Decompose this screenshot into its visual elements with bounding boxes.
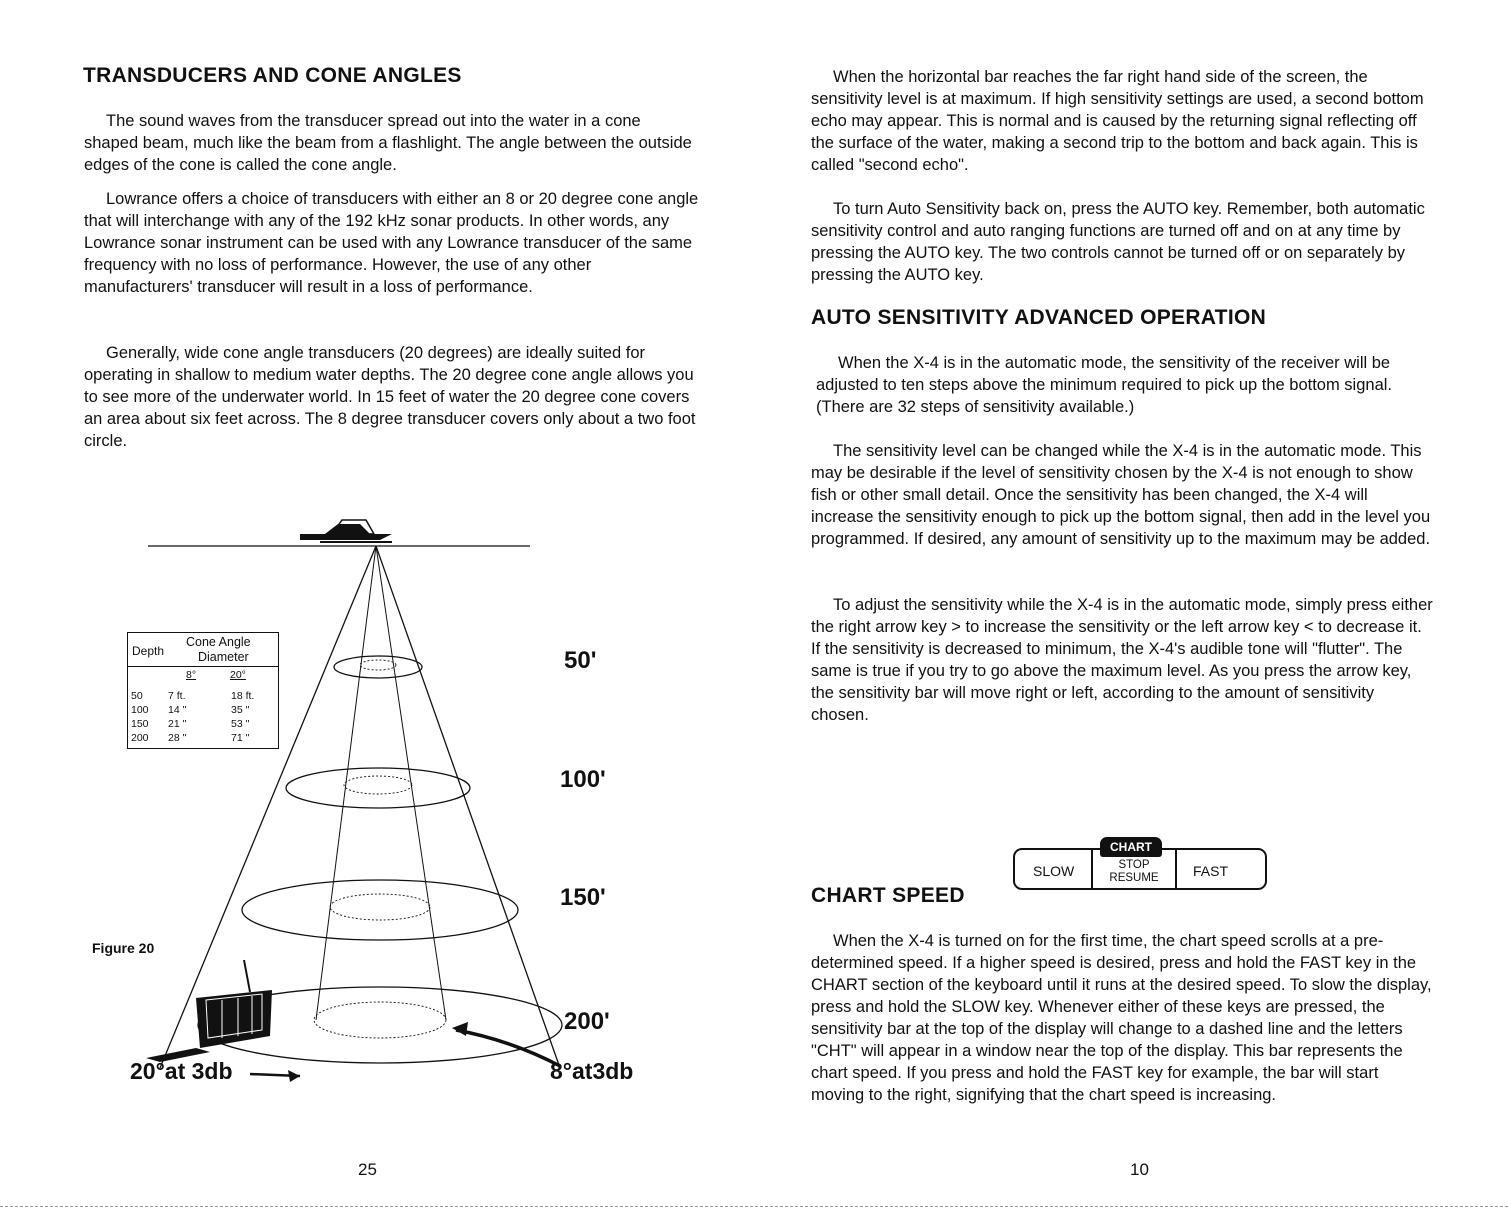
table-cell-8deg: 28 " [168, 732, 187, 744]
angle-label-20deg: 20°at 3db [130, 1058, 233, 1084]
paragraph-automatic-mode: When the X-4 is in the automatic mode, the sensitivity of the receiver will be adjusted to ten steps above the minimum required to pick up the bottom signal. (There are 32 steps of sensitivity available.) [816, 354, 1392, 416]
fast-key: FAST [1193, 863, 1229, 879]
table-cell-8deg: 21 " [168, 718, 187, 730]
table-subheader-8deg: 8° [186, 669, 197, 681]
angle-label-8deg: 8°at3db [550, 1058, 634, 1084]
section-heading-transducers: TRANSDUCERS AND CONE ANGLES [83, 64, 462, 87]
table-cell-depth: 200 [131, 732, 149, 744]
paragraph-horizontal-bar: When the horizontal bar reaches the far right hand side of the screen, the sensitivity level is at maximum. If high sensitivity settings are used, a second bottom echo may appear. This is normal and is caused by the returning signal reflecting off the surface of the water, making a second trip to the bottom and back again. This is called "second echo". [811, 68, 1424, 174]
slow-key: SLOW [1033, 863, 1075, 879]
page-bottom-rule [0, 1206, 1508, 1207]
paragraph-sensitivity-level: The sensitivity level can be changed while the X-4 is in the automatic mode. This may be desirable if the level of sensitivity chosen by the X-4 is not enough to show fish or other small detail. Once the sensitivity has been changed, the X-4 will increase the sensitivity enough to pick up the bottom signal, then add in the level you programmed. If desired, any amount of sensitivity up to the maximum may be added. [811, 442, 1431, 548]
depth-label-100: 100' [560, 766, 606, 793]
table-cell-depth: 150 [131, 718, 149, 730]
narrow-cone-ring-50 [360, 660, 396, 670]
table-cell-depth: 100 [131, 704, 149, 716]
paragraph-sound-waves: The sound waves from the transducer spread out into the water in a cone shaped beam, much like the beam from a flashlight. The angle between the outside edges of the cone is called the cone angle. [84, 112, 692, 174]
table-cell-depth: 50 [131, 690, 143, 702]
wide-cone-ring-50 [334, 656, 422, 678]
depth-label-150: 150' [560, 884, 606, 911]
table-cell-8deg: 14 " [168, 704, 187, 716]
resume-key-label: RESUME [1109, 872, 1159, 884]
page-number-left: 25 [358, 1160, 377, 1179]
wide-cone-ring-150 [242, 880, 518, 940]
section-heading-auto-sensitivity: AUTO SENSITIVITY ADVANCED OPERATION [811, 306, 1267, 329]
table-cell-8deg: 7 ft. [168, 690, 186, 702]
surface-boat-icon [300, 520, 392, 542]
table-row [131, 704, 276, 716]
table-header-diameter: Diameter [198, 650, 249, 664]
cone-angle-figure [0, 500, 754, 1120]
sunken-boat-icon [146, 960, 272, 1062]
table-cell-20deg: 71 " [231, 732, 250, 744]
section-heading-chart-speed: CHART SPEED [811, 884, 965, 907]
stop-key-label: STOP [1118, 859, 1150, 871]
paragraph-adjust-sensitivity: To adjust the sensitivity while the X-4 is in the automatic mode, simply press either the right arrow key > to increase the sensitivity or the left arrow key < to decrease it. If the sensitivity is decreased to minimum, the X-4's audible tone will "flutter". The same is true if you try to go above the maximum level. As you press the arrow key, the sensitivity bar will move right or left, according to the amount of sensitivity chosen. [811, 596, 1433, 724]
page-number-right: 10 [1130, 1160, 1149, 1179]
table-row [131, 732, 276, 744]
narrow-cone-ring-100 [344, 776, 412, 794]
table-cell-20deg: 18 ft. [231, 690, 255, 702]
narrow-angle-arrow [456, 1030, 560, 1066]
right-page [754, 0, 1508, 1222]
narrow-cone-ring-150 [330, 894, 430, 920]
table-header-depth: Depth [132, 644, 165, 658]
paragraph-wide-cone: Generally, wide cone angle transducers (20 degrees) are ideally suited for operating in shallow to medium water depths. The 20 degree cone angle allows you to see more of the underwater world. In 15 feet of water the 20 degree cone covers an area about six feet across. The 8 degree transducer covers only about a two foot circle. [84, 344, 696, 450]
depth-label-50: 50' [564, 647, 597, 674]
narrow-cone-ring-200 [314, 1002, 446, 1038]
paragraph-lowrance-choice: Lowrance offers a choice of transducers with either an 8 or 20 degree cone angle that will interchange with any of the 192 kHz sonar products. In other words, any Lowrance sonar instrument can be used with any Lowrance transducer of the same frequency with no loss of performance. However, the use of any other manufacturers' transducer will result in a loss of performance. [84, 190, 699, 296]
cone-angle-table [127, 632, 279, 749]
table-row [131, 718, 276, 730]
paragraph-auto-key: To turn Auto Sensitivity back on, press the AUTO key. Remember, both automatic sensitivity control and auto ranging functions are turned off and on at any time by pressing the AUTO key. The two controls cannot be turned off or on separately by pressing the AUTO key. [811, 200, 1425, 284]
table-cell-20deg: 35 " [231, 704, 250, 716]
table-cell-20deg: 53 " [231, 718, 250, 730]
depth-label-200: 200' [564, 1008, 610, 1035]
table-row [131, 690, 276, 702]
figure-caption: Figure 20 [92, 940, 155, 956]
table-divider [128, 666, 278, 667]
wide-cone-ring-100 [286, 768, 470, 808]
chart-section-tab: CHART [1100, 837, 1162, 857]
table-header-cone-angle: Cone Angle [186, 635, 251, 649]
paragraph-chart-speed: When the X-4 is turned on for the first time, the chart speed scrolls at a pre-determined speed. If a higher speed is desired, press and hold the FAST key in the CHART section of the keyboard until it runs at the desired speed. To slow the display, press and hold the SLOW key. Whenever either of these keys are pressed, the sensitivity bar at the top of the display will change to a dashed line and the letters "CHT" will appear in a window near the top of the display. This bar represents the chart speed. If you press and hold the FAST key for example, the bar will start moving to the right, signifying that the chart speed is increasing. [811, 932, 1432, 1104]
table-subheader-20deg: 20° [230, 669, 246, 681]
